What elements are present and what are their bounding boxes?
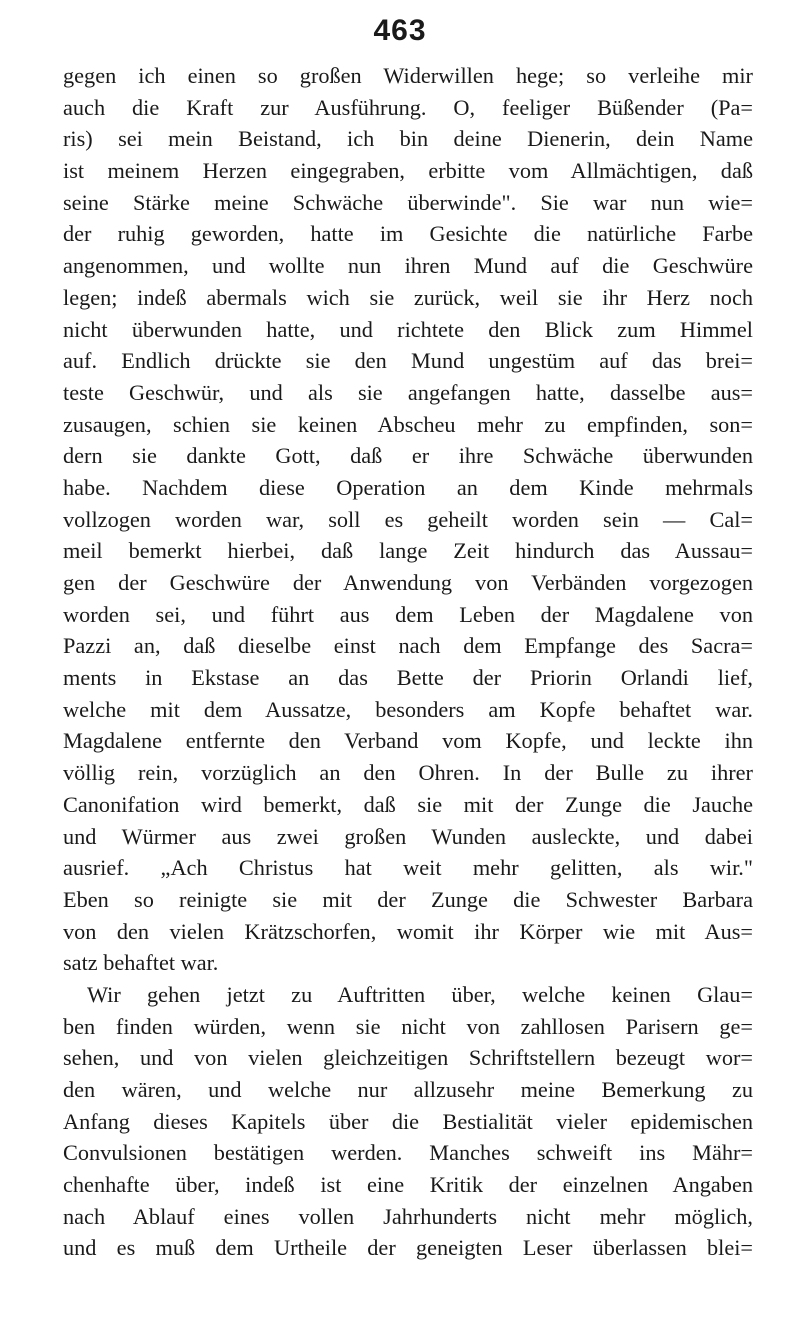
text-line: Magdalene entfernte den Verband vom Kopfe, und leckte ihn [63, 728, 753, 754]
text-line: chenhafte über, indeß ist eine Kritik der einzelnen Angaben [63, 1172, 753, 1198]
text-line: teste Geschwür, und als sie angefangen hatte, dasselbe aus= [63, 379, 753, 405]
text-line: der ruhig geworden, hatte im Gesichte die natürliche Farbe [63, 221, 753, 247]
text-line: ausrief. „Ach Christus hat weit mehr gelitten, als wir." [63, 855, 753, 881]
text-line: legen; indeß abermals wich sie zurück, weil sie ihr Herz noch [63, 284, 753, 310]
text-line: ris) sei mein Beistand, ich bin deine Dienerin, dein Name [63, 126, 753, 152]
body-text [63, 60, 753, 1264]
text-line: habe. Nachdem diese Operation an dem Kinde mehrmals [63, 474, 753, 500]
text-line: dern sie dankte Gott, daß er ihre Schwäche überwunden [63, 443, 753, 469]
text-line: gen der Geschwüre der Anwendung von Verbänden vorgezogen [63, 570, 753, 595]
text-line: welche mit dem Aussatze, besonders am Kopfe behaftet war. [63, 696, 753, 722]
text-line: völlig rein, vorzüglich an den Ohren. In der Bulle zu ihrer [63, 760, 753, 786]
text-line: angenommen, und wollte nun ihren Mund auf die Geschwüre [63, 253, 753, 279]
text-line: Pazzi an, daß dieselbe einst nach dem Empfange des Sacra= [63, 633, 753, 659]
text-line: nach Ablauf eines vollen Jahrhunderts nicht mehr möglich, [63, 1203, 753, 1229]
page-number: 463 [373, 14, 427, 47]
text-line: ben finden würden, wenn sie nicht von zahllosen Parisern ge= [63, 1013, 753, 1039]
text-line: nicht überwunden hatte, und richtete den Blick zum Himmel [63, 316, 753, 342]
text-line: und Würmer aus zwei großen Wunden ausleckte, und dabei [63, 823, 753, 849]
text-line: gegen ich einen so großen Widerwillen hege; so verleihe mir [63, 63, 753, 88]
text-line: auf. Endlich drückte sie den Mund ungestüm auf das brei= [63, 348, 753, 374]
paragraph-start-line: Wir gehen jetzt zu Auftritten über, welche keinen Glau= [87, 981, 753, 1007]
text-line: Anfang dieses Kapitels über die Bestialität vieler epidemischen [63, 1108, 753, 1134]
text-line: den wären, und welche nur allzusehr meine Bemerkung zu [63, 1077, 753, 1102]
text-line: meil bemerkt hierbei, daß lange Zeit hindurch das Aussau= [63, 538, 753, 564]
text-line: von den vielen Krätzschorfen, womit ihr Körper wie mit Aus= [63, 918, 753, 944]
text-line: ments in Ekstase an das Bette der Priorin Orlandi lief, [63, 665, 753, 691]
text-line: seine Stärke meine Schwäche überwinde". Sie war nun wie= [63, 189, 753, 215]
text-line: ist meinem Herzen eingegraben, erbitte vom Allmächtigen, daß [63, 158, 753, 184]
text-line: Canonifation wird bemerkt, daß sie mit der Zunge die Jauche [63, 791, 753, 817]
text-line: auch die Kraft zur Ausführung. O, feeliger Büßender (Pa= [63, 94, 753, 120]
text-line: zusaugen, schien sie keinen Abscheu mehr zu empfinden, son= [63, 411, 753, 437]
text-line: und es muß dem Urtheile der geneigten Leser überlassen blei= [63, 1235, 753, 1261]
paragraph-end-line: satz behaftet war. [63, 950, 219, 976]
text-line: sehen, und von vielen gleichzeitigen Schriftstellern bezeugt wor= [63, 1045, 753, 1071]
text-line: Eben so reinigte sie mit der Zunge die Schwester Barbara [63, 886, 753, 912]
text-line: Convulsionen bestätigen werden. Manches schweift ins Mähr= [63, 1140, 753, 1166]
text-line: worden sei, und führt aus dem Leben der Magdalene von [63, 601, 753, 627]
text-line: vollzogen worden war, soll es geheilt worden sein — Cal= [63, 506, 753, 532]
